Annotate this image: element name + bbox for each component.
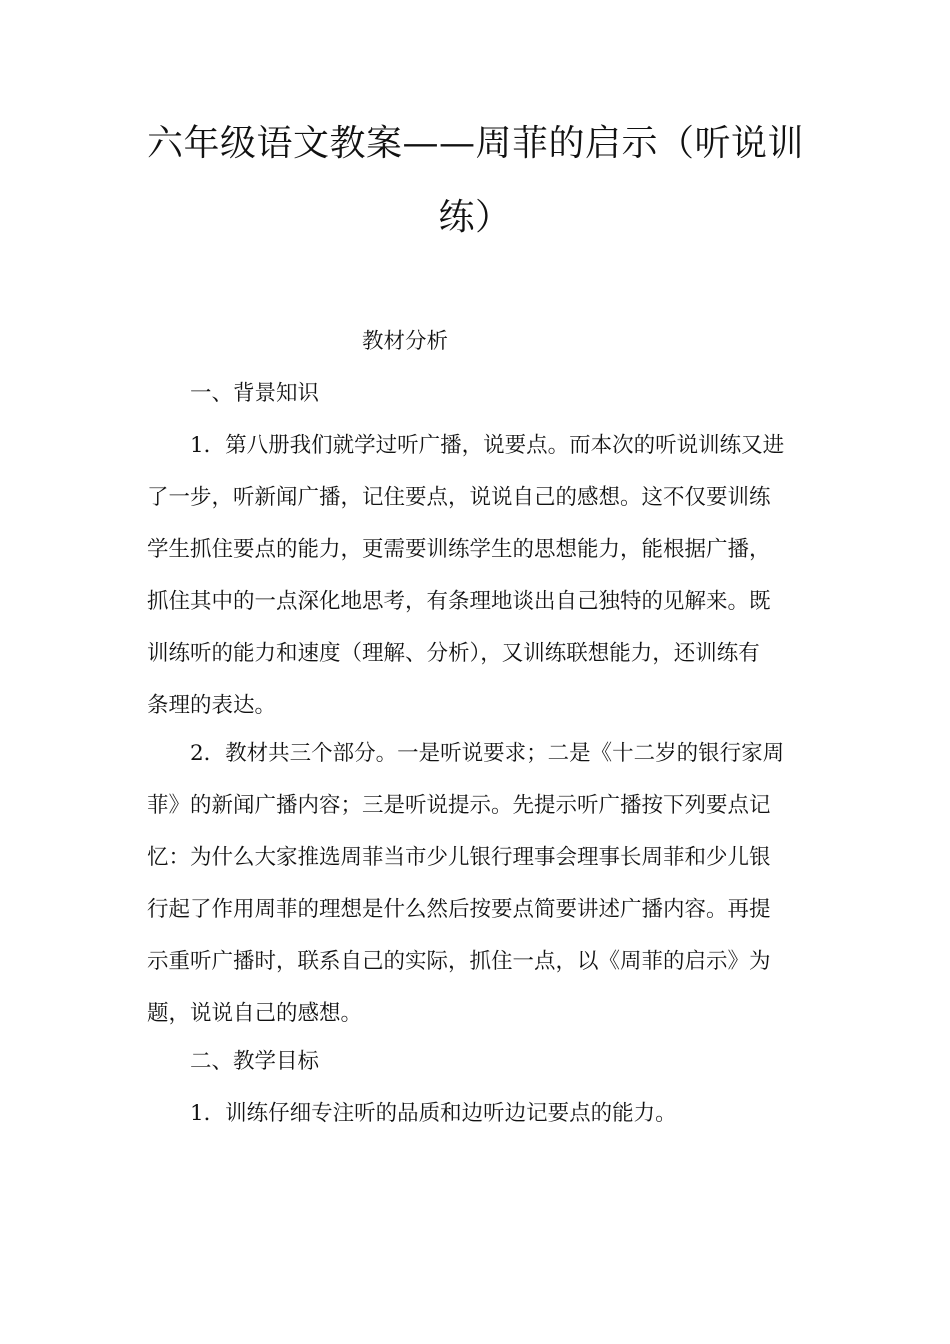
- text-line: 忆：为什么大家推选周菲当市少儿银行理事会理事长周菲和少儿银: [147, 845, 771, 870]
- text-line: 抓住其中的一点深化地思考，有条理地谈出自己独特的见解来。既: [147, 589, 771, 614]
- paragraph-background-1: [147, 420, 807, 732]
- text-line: 一、背景知识: [190, 381, 320, 406]
- text-line: 题，说说自己的感想。: [147, 1001, 363, 1026]
- text-line: 示重听广播时，联系自己的实际，抓住一点，以《周菲的启示》为: [147, 949, 771, 974]
- paragraph-goals-heading: [147, 1036, 807, 1088]
- text-line: 2．教材共三个部分。一是听说要求；二是《十二岁的银行家周: [190, 741, 785, 766]
- paragraph-background-2: [147, 728, 807, 1040]
- section-heading: 教材分析: [362, 329, 449, 354]
- text-line: 训练听的能力和速度（理解、分析），又训练联想能力，还训练有: [147, 641, 760, 666]
- paragraph-background-heading: [147, 368, 807, 420]
- paragraph-goals-1: [147, 1088, 807, 1140]
- text-line: 条理的表达。: [147, 693, 277, 718]
- text-line: 行起了作用周菲的理想是什么然后按要点简要讲述广播内容。再提: [147, 897, 771, 922]
- document-title-line-2: 练）: [438, 197, 512, 238]
- text-line: 1．第八册我们就学过听广播，说要点。而本次的听说训练又进: [190, 433, 785, 458]
- text-line: 二、教学目标: [190, 1049, 320, 1074]
- text-line: 1．训练仔细专注听的品质和边听边记要点的能力。: [190, 1101, 677, 1126]
- text-line: 菲》的新闻广播内容；三是听说提示。先提示听广播按下列要点记: [147, 793, 771, 818]
- text-line: 了一步，听新闻广播，记住要点，说说自己的感想。这不仅要训练: [147, 485, 771, 510]
- text-line: 学生抓住要点的能力，更需要训练学生的思想能力，能根据广播，: [147, 537, 771, 562]
- document-title-line-1: 六年级语文教案——周菲的启示（听说训: [147, 123, 805, 164]
